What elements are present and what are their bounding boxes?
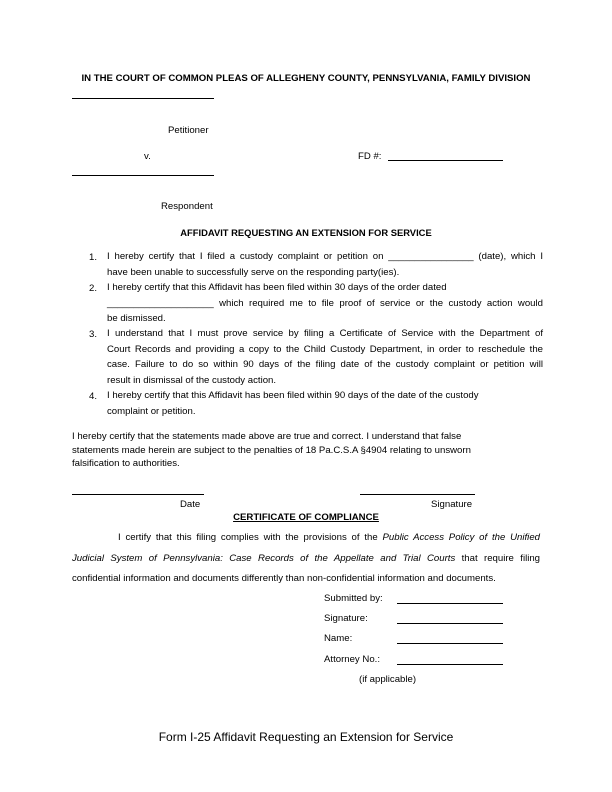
compliance-heading: CERTIFICATE OF COMPLIANCE [233,512,379,523]
item-line: Court Records and providing a copy to the Child Custody Department, in order to reschedule the [107,343,543,355]
policy-title-italic: Public Access Policy of the Unified [382,532,540,543]
if-applicable-note: (if applicable) [359,674,417,685]
list-item [107,280,543,327]
list-item [107,326,543,388]
item-line: I hereby certify that I filed a custody complaint or petition on ________________ (date), which I [107,251,543,262]
item-number: 3. [89,329,98,340]
attorney-number-label: Attorney No.: [324,654,380,665]
compliance-line [72,549,540,570]
compliance-line [72,528,540,549]
fd-number-label: FD #: [358,151,382,162]
fd-number-line[interactable] [388,160,503,161]
certification-line: I hereby certify that the statements made above are true and correct. I understand that false [72,431,462,442]
certification-paragraph [72,430,542,471]
compliance-line: confidential information and documents differently than non-confidential information and documents. [72,573,496,584]
list-item [107,249,543,280]
name-line[interactable] [397,643,503,644]
item-line: complaint or petition. [107,405,196,417]
item-line: I understand that I must prove service by filing a Certificate of Service with the Department of [107,328,543,339]
attorney-number-line[interactable] [397,664,503,665]
policy-title-italic: Judicial System of Pennsylvania: Case Records of the Appellate and Trial Courts [72,552,456,564]
date-line[interactable] [72,494,204,495]
petitioner-name-line[interactable] [72,98,214,99]
respondent-name-line[interactable] [72,175,214,176]
respondent-label: Respondent [161,201,213,212]
signature-field-label: Signature: [324,613,368,624]
item-number: 2. [89,283,98,294]
affidavit-title: AFFIDAVIT REQUESTING AN EXTENSION FOR SERVICE [180,227,432,238]
item-line: ____________________ which required me to file proof of service or the custody action would [107,297,543,309]
date-label: Date [180,499,201,510]
compliance-text: that require filing [461,552,541,564]
court-heading: IN THE COURT OF COMMON PLEAS OF ALLEGHENY COUNTY, PENNSYLVANIA, FAMILY DIVISION [81,73,531,84]
name-label: Name: [324,633,353,644]
item-line: I hereby certify that this Affidavit has been filed within 90 days of the date of the custody [107,390,479,401]
item-line: I hereby certify that this Affidavit has been filed within 30 days of the order dated [107,282,447,293]
signature-label: Signature [431,499,473,510]
compliance-text: I certify that this filing complies with the provisions of the [118,532,378,543]
item-line: have been unable to successfully serve on the responding party(ies). [107,266,400,278]
signature-field-line[interactable] [397,623,503,624]
item-line: case. Failure to do so within 90 days of the filing date of the custody complaint or petition will [107,359,543,370]
item-number: 4. [89,391,98,402]
item-line: result in dismissal of the custody action. [107,374,277,386]
petitioner-label: Petitioner [168,125,209,136]
submitted-by-line[interactable] [397,603,503,604]
certification-line: statements made herein are subject to the penalties of 18 Pa.C.S.A §4904 relating to unsworn [72,444,471,456]
form-footer: Form I-25 Affidavit Requesting an Extension for Service [158,730,454,744]
signature-line[interactable] [360,494,475,495]
item-line: be dismissed. [107,313,166,324]
certification-line: falsification to authorities. [72,458,180,469]
versus-label: v. [144,151,151,162]
compliance-paragraph [72,528,540,590]
list-item [107,388,543,419]
submitted-by-label: Submitted by: [324,593,383,604]
item-number: 1. [89,252,98,263]
